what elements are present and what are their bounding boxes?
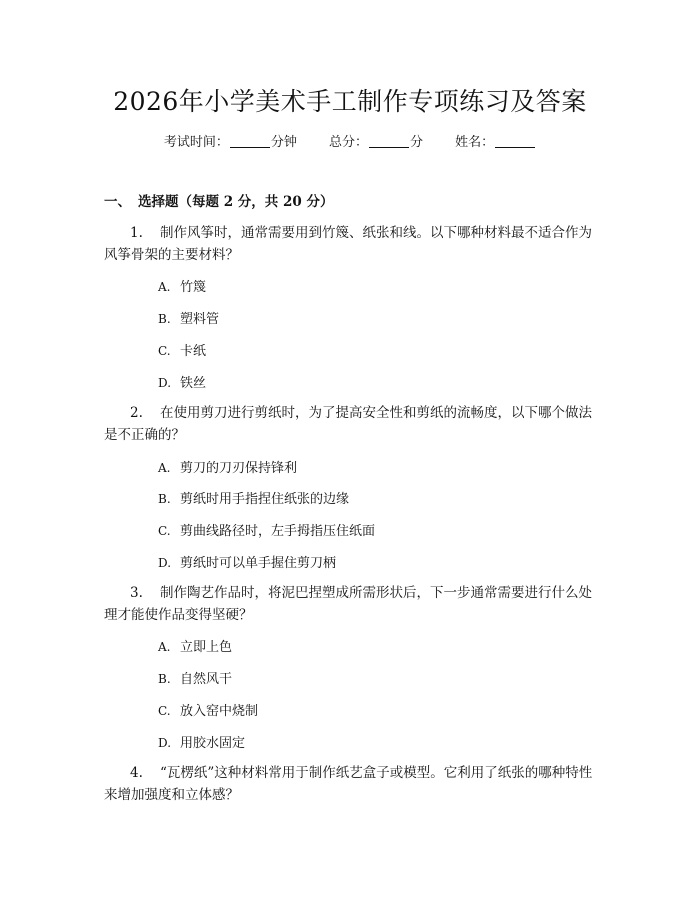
option-letter: D. (158, 556, 172, 570)
option-letter: D. (158, 736, 172, 750)
option-1b (158, 308, 219, 327)
option-1d (158, 372, 206, 391)
question-text: 制作陶艺作品时，将泥巴捏塑成所需形状后，下一步通常需要进行什么处理才能使作品变得坚硬？ (104, 585, 592, 623)
option-letter: A. (158, 280, 171, 294)
option-2c (158, 520, 375, 539)
option-letter: C. (158, 344, 171, 358)
option-text: 塑料管 (180, 312, 220, 327)
question-number: 2. (130, 405, 143, 421)
question-text: “瓦楞纸”这种材料常用于制作纸艺盒子或模型。它利用了纸张的哪种特性来增加强度和立体感？ (104, 765, 593, 803)
exam-time-field (164, 131, 297, 150)
exam-meta-line (0, 131, 700, 150)
total-score-blank (369, 147, 409, 148)
total-score-label: 总分： (328, 135, 368, 150)
option-text: 剪刀的刀刃保持锋利 (180, 461, 298, 476)
option-text: 剪纸时可以单手握住剪刀柄 (180, 556, 337, 571)
question-number: 4. (130, 765, 143, 781)
option-letter: B. (158, 672, 171, 686)
total-score-field (329, 131, 423, 150)
total-score-unit: 分 (410, 135, 424, 150)
option-text: 剪纸时用手指捏住纸张的边缘 (180, 492, 350, 507)
option-letter: D. (158, 376, 172, 390)
option-3b (158, 668, 232, 687)
option-text: 用胶水固定 (180, 736, 246, 751)
option-3a (158, 636, 232, 655)
option-text: 竹篾 (180, 280, 207, 295)
exam-time-unit: 分钟 (270, 135, 297, 150)
option-letter: B. (158, 492, 171, 506)
option-2b (158, 488, 349, 507)
question-text: 在使用剪刀进行剪纸时，为了提高安全性和剪纸的流畅度，以下哪个做法是不正确的？ (104, 405, 592, 443)
option-text: 放入窑中烧制 (180, 704, 259, 719)
student-name-blank (495, 147, 535, 148)
question-1 (104, 222, 604, 266)
exam-time-label: 考试时间： (163, 135, 229, 150)
option-text: 卡纸 (180, 344, 207, 359)
option-1a (158, 276, 206, 295)
question-number: 3. (130, 585, 143, 601)
exam-time-blank (230, 147, 270, 148)
page-title: 2026年小学美术手工制作专项练习及答案 (113, 87, 587, 116)
section-heading (104, 190, 333, 210)
question-number: 1. (130, 225, 143, 241)
question-3 (104, 582, 604, 626)
option-3d (158, 732, 245, 751)
student-name-label: 姓名： (455, 135, 495, 150)
question-text: 制作风筝时，通常需要用到竹篾、纸张和线。以下哪种材料最不适合作为风筝骨架的主要材料？ (104, 225, 592, 263)
option-letter: A. (158, 461, 171, 475)
student-name-field (455, 131, 536, 150)
option-1c (158, 340, 206, 359)
option-letter: C. (158, 704, 171, 718)
option-2d (158, 552, 336, 571)
question-2 (104, 402, 604, 446)
option-text: 立即上色 (180, 640, 233, 655)
option-text: 剪曲线路径时，左手拇指压住纸面 (180, 524, 376, 539)
option-text: 铁丝 (180, 376, 207, 391)
option-letter: B. (158, 312, 171, 326)
section-number: 一、 (104, 194, 131, 210)
option-text: 自然风干 (180, 672, 233, 687)
question-4 (104, 762, 604, 806)
section-title: 选择题（每题 2 分，共 20 分） (138, 194, 334, 210)
option-letter: A. (158, 640, 171, 654)
option-2a (158, 457, 297, 476)
option-letter: C. (158, 524, 171, 538)
option-3c (158, 700, 258, 719)
